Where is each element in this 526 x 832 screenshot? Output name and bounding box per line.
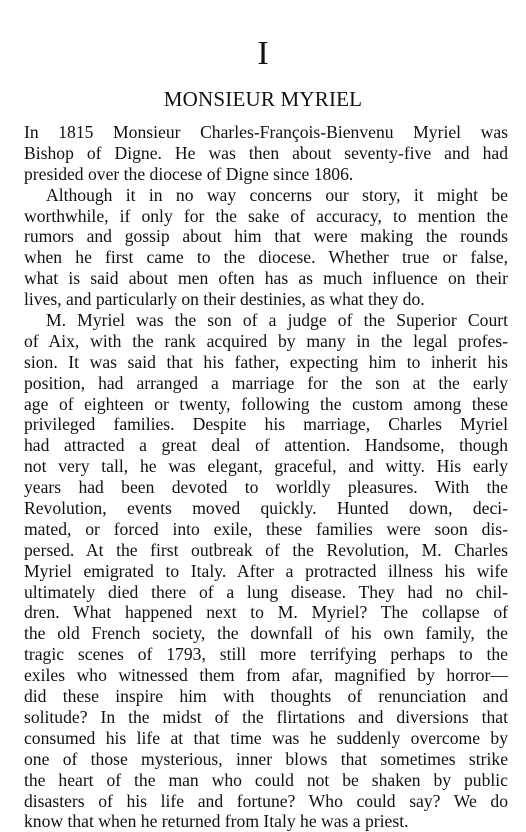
text-line: position, had arranged a marriage for the son at the early: [24, 372, 508, 393]
paragraph: [24, 310, 508, 832]
chapter-number: I: [257, 35, 269, 72]
text-line: did these inspire him with thoughts of renunciation and: [24, 686, 508, 707]
text-line: what is said about men often has as much influence on their: [24, 268, 508, 289]
text-line: ultimately died there of a lung disease. They had no chil-: [24, 581, 508, 602]
text-line: age of eighteen or twenty, following the custom among these: [24, 393, 508, 414]
paragraph: [24, 185, 508, 310]
text-line: Myriel emigrated to Italy. After a protracted illness his wife: [24, 560, 508, 581]
text-line: Bishop of Digne. He was then about seventy-five and had: [24, 142, 508, 163]
text-line: years had been devoted to worldly pleasures. With the: [24, 477, 508, 498]
text-line: solitude? In the midst of the flirtations and diversions that: [24, 706, 508, 727]
chapter-body: [24, 122, 508, 832]
text-line: M. Myriel was the son of a judge of the Superior Court: [46, 310, 508, 331]
text-line: worthwhile, if only for the sake of accuracy, to mention the: [24, 205, 508, 226]
paragraph: [24, 122, 508, 185]
text-line: not very tall, he was elegant, graceful, and witty. His early: [24, 456, 508, 477]
text-line: when he first came to the diocese. Whether true or false,: [24, 247, 508, 268]
text-line: know that when he returned from Italy he was a priest.: [24, 811, 409, 832]
text-line: the heart of the man who could not be shaken by public: [24, 769, 508, 790]
text-line: had attracted a great deal of attention. Handsome, though: [24, 435, 508, 456]
text-line: disasters of his life and fortune? Who could say? We do: [24, 790, 508, 811]
text-line: persed. At the first outbreak of the Revolution, M. Charles: [24, 539, 508, 560]
text-line: Although it in no way concerns our story, it might be: [46, 184, 508, 205]
text-line: one of those mysterious, inner blows that sometimes strike: [24, 748, 508, 769]
text-line: lives, and particularly on their destinies, as what they do.: [24, 289, 425, 310]
text-line: the old French society, the downfall of his own family, the: [24, 623, 508, 644]
text-line: rumors and gossip about him that were making the rounds: [24, 226, 508, 247]
text-line: privileged families. Despite his marriage, Charles Myriel: [24, 414, 508, 435]
text-line: In 1815 Monsieur Charles-François-Bienvenu Myriel was: [24, 122, 508, 142]
text-line: presided over the diocese of Digne since 1806.: [24, 163, 354, 184]
text-line: exiles who witnessed them from afar, magnified by horror—: [24, 665, 508, 686]
text-line: Revolution, events moved quickly. Hunted down, deci-: [24, 498, 508, 519]
text-line: tragic scenes of 1793, still more terrifying perhaps to the: [24, 644, 508, 665]
text-line: of Aix, with the rank acquired by many in the legal profes-: [24, 330, 508, 351]
text-line: consumed his life at that time was he suddenly overcome by: [24, 727, 508, 748]
text-line: sion. It was said that his father, expecting him to inherit his: [24, 351, 508, 372]
text-line: dren. What happened next to M. Myriel? The collapse of: [24, 602, 508, 623]
text-line: mated, or forced into exile, these families were soon dis-: [24, 518, 508, 539]
chapter-title: MONSIEUR MYRIEL: [163, 87, 363, 111]
